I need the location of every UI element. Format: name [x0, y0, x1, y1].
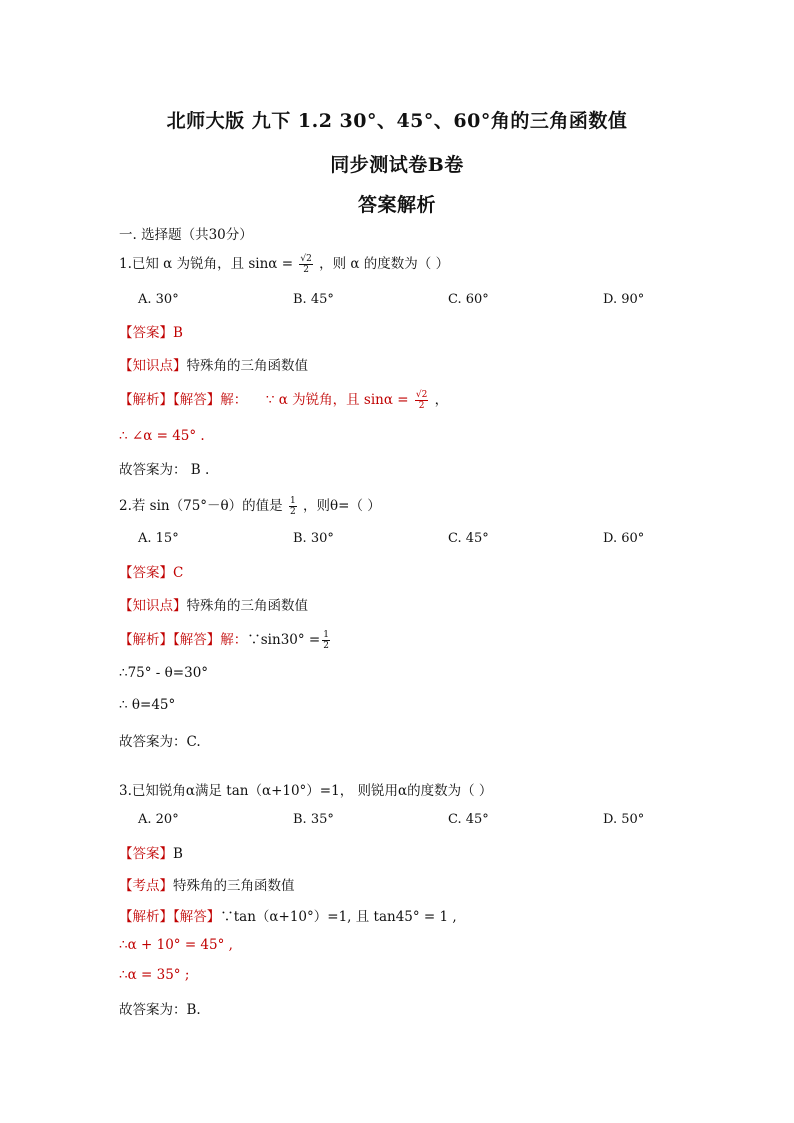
question-1-fraction	[299, 254, 312, 275]
knowledge-value: 特殊角的三角函数值	[186, 598, 308, 614]
option-c: C. 60°	[448, 292, 489, 307]
option-a: A. 15°	[138, 531, 179, 546]
section-heading: 一. 选择题（共30分）	[119, 227, 253, 243]
solution-fraction	[322, 630, 330, 651]
option-a: A. 30°	[138, 292, 179, 307]
answer-label: 【答案】	[119, 846, 173, 862]
question-1-stem-a: 1.已知 α 为锐角，且 sinα =	[119, 256, 294, 272]
question-3-stem: 3.已知锐角α满足 tan（α+10°）=1， 则锐用α的度数为（ ）	[119, 783, 493, 799]
answer-analysis-heading: 答案解析	[357, 194, 436, 216]
solution-text-a: ∵ α 为锐角，且 sinα =	[265, 392, 409, 408]
question-3-exam-point	[119, 874, 295, 894]
question-2-step-1: ∴75° - θ=30°	[119, 665, 209, 681]
solution-text-b: ，	[434, 392, 449, 408]
solution-text: ∵tan（α+10°）=1, 且 tan45° = 1 ,	[220, 909, 457, 925]
fraction-numerator: 1	[323, 630, 329, 640]
fraction-denominator: 2	[418, 401, 425, 411]
option-c: C. 45°	[448, 531, 489, 546]
question-3-step-1: ∴α + 10° = 45° ,	[119, 937, 233, 953]
option-b: B. 35°	[293, 812, 334, 827]
question-1-step-1: ∴ ∠α = 45° .	[119, 428, 205, 444]
exam-point-label: 【考点】	[119, 878, 173, 894]
answer-value: C	[173, 565, 184, 581]
solution-label: 【解析】【解答】解：	[119, 632, 248, 648]
question-3-step-2: ∴α = 35° ;	[119, 967, 190, 983]
option-c: C. 45°	[448, 812, 489, 827]
option-b: B. 30°	[293, 531, 334, 546]
question-1-stem-b: ，则 α 的度数为（ ）	[319, 256, 450, 272]
question-2-solution	[119, 628, 332, 651]
option-a: A. 20°	[138, 812, 179, 827]
question-2-stem	[119, 494, 381, 517]
solution-fraction	[415, 390, 428, 411]
solution-text: ∵sin30° =	[247, 632, 321, 648]
exam-point-value: 特殊角的三角函数值	[173, 878, 295, 894]
question-2-stem-a: 2.若 sin（75°－θ）的值是	[119, 498, 283, 514]
question-1-options	[138, 292, 658, 310]
option-b: B. 45°	[293, 292, 334, 307]
answer-value: B	[173, 325, 183, 341]
question-2-step-2: ∴ θ=45°	[119, 697, 176, 713]
document-subtitle: 同步测试卷B卷	[330, 154, 464, 176]
fraction-numerator: 1	[289, 496, 296, 506]
question-1-answer	[119, 321, 183, 341]
document-title: 北师大版 九下 1.2 30°、45°、60°角的三角函数值	[166, 110, 628, 132]
fraction-numerator: √2	[300, 254, 312, 264]
question-1-knowledge-point	[119, 354, 308, 374]
answer-value: B	[173, 846, 183, 862]
knowledge-label: 【知识点】	[119, 598, 187, 614]
option-d: D. 50°	[603, 812, 645, 827]
question-1-solution	[119, 388, 448, 411]
question-1-stem	[119, 252, 449, 275]
option-d: D. 60°	[603, 531, 645, 546]
fraction-denominator: 2	[289, 507, 296, 517]
question-2-fraction	[289, 496, 297, 517]
question-2-options	[138, 531, 658, 549]
knowledge-label: 【知识点】	[119, 358, 187, 374]
question-2-answer	[119, 561, 183, 581]
question-2-final: 故答案为：C.	[119, 734, 201, 750]
solution-label: 【解析】【解答】解：	[119, 392, 248, 408]
knowledge-value: 特殊角的三角函数值	[186, 358, 308, 374]
question-3-answer	[119, 842, 183, 862]
question-3-options	[138, 812, 658, 830]
question-3-solution	[119, 905, 457, 925]
answer-label: 【答案】	[119, 325, 173, 341]
fraction-numerator: √2	[415, 390, 428, 400]
question-2-stem-b: ，则θ=（ ）	[303, 498, 381, 514]
question-1-final: 故答案为： B .	[119, 462, 210, 478]
answer-label: 【答案】	[119, 565, 173, 581]
fraction-denominator: 2	[303, 265, 309, 275]
question-2-knowledge-point	[119, 594, 308, 614]
fraction-denominator: 2	[323, 641, 329, 651]
option-d: D. 90°	[603, 292, 645, 307]
question-3-final: 故答案为：B.	[119, 1002, 201, 1018]
solution-label: 【解析】【解答】	[119, 909, 221, 925]
